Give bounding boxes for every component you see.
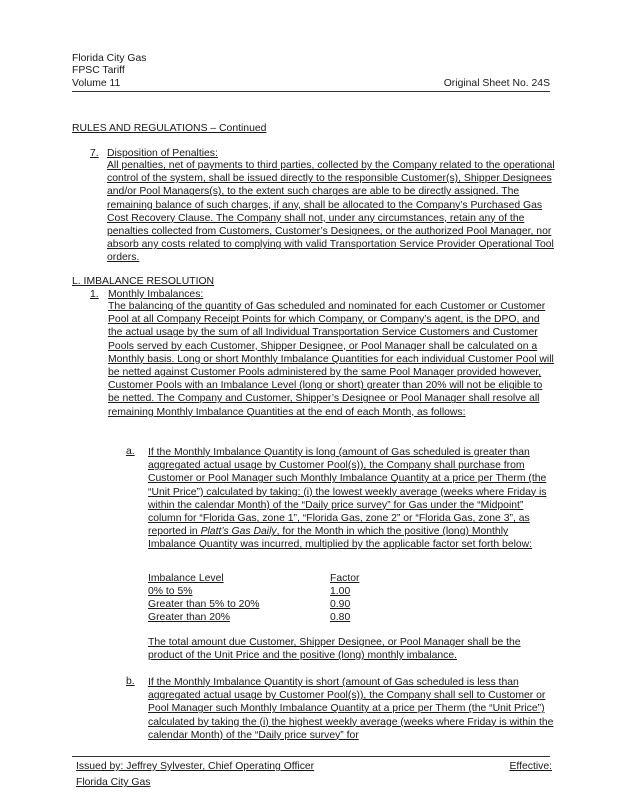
header-tariff: FPSC Tariff [72, 65, 125, 76]
table-row-level: 0% to 5% [148, 586, 193, 597]
section-title: RULES AND REGULATIONS – Continued [72, 123, 267, 134]
footer-rule [72, 756, 550, 757]
header-company: Florida City Gas [72, 53, 147, 64]
table-row-factor: 1.00 [330, 586, 351, 597]
item-1-body: The balancing of the quantity of Gas scheduled and nominated for each Customer or Customer Pool at all Company Receipt Points for which Company, or Company’s agent, is the DPO, and the actual usage by the sum of all Individual Transportation Service Customers and Customer Pools served by each Customer, Shipper Designee, or Pool Manager shall be calculated on a Monthly basis. Long or short Monthly Imbalance Quantities for each individual Customer Pool will be netted against Customer Pools administered by the same Pool Manager provided however, Customer Pools with an Imbalance Level (long or short) greater than 20% will not be eligible to be netted. The Company and Customer, Shipper’s Designee or Pool Manager shall resolve all remaining Monthly Imbalance Quantities at the end of each Month, as follows: [108, 301, 554, 418]
item-1-title: Monthly Imbalances: [108, 289, 204, 300]
footer-issued-by: Issued by: Jeffrey Sylvester, Chief Operating Officer [76, 761, 315, 772]
item-a-body-text-1: If the Monthly Imbalance Quantity is long (amount of Gas scheduled is greater than aggregated actual usage by Customer Pool(s)), the Company shall purchase from Customer or Pool Manager such Monthly Imbalance Quantity at a price per Therm (the “Unit Price”) calculated by taking: (i) the lowest weekly average (weeks where Friday is within the calendar Month) of the “Daily price survey” for Gas under the “Midpoint” column for “Florida Gas, zone 1”, “Florida Gas, zone 2” or “Florida Gas, zone 3”, as reported in [148, 447, 547, 538]
item-a-letter: a. [126, 446, 135, 457]
footer-company: Florida City Gas [76, 777, 151, 788]
item-b-letter: b. [126, 676, 135, 687]
item-a-body [148, 446, 556, 552]
header-sheet-number: Original Sheet No. 24S [443, 78, 550, 89]
item-a-body-text-2: , for the Month in which the positive (long) Monthly Imbalance Quantity was incurred, multiplied by the applicable factor set forth below: [148, 526, 533, 551]
footer-effective: Effective: [509, 761, 552, 772]
item-7-number: 7. [90, 148, 99, 159]
section-l-title: L. IMBALANCE RESOLUTION [72, 276, 215, 287]
item-7-title: Disposition of Penalties: [107, 148, 218, 159]
item-a-after-text: The total amount due Customer, Shipper Designee, or Pool Manager shall be the product of the Unit Price and the positive (long) monthly imbalance. [148, 637, 521, 662]
table-header-factor: Factor [330, 573, 360, 584]
table-row-level: Greater than 5% to 20% [148, 599, 260, 610]
header-rule [72, 91, 550, 92]
item-7-body: All penalties, net of payments to third parties, collected by the Company related to the operational control of the system, shall be issued directly to the responsible Customer(s), Shipper Designees and/or Pool Managers(s), to the extent such charges are able to be directly assigned. The remaining balance of such charges, if any, shall be allocated to the Company’s Purchased Gas Cost Recovery Clause. The Company shall not, under any circumstances, retain any of the penalties collected from Customers, Customer’s Designees, or the authorized Pool Manager, nor absorb any costs related to complying with valid Transportation Service Provider Operational Tool orders. [107, 160, 555, 264]
table-row-factor: 0.90 [330, 599, 351, 610]
item-b-body: If the Monthly Imbalance Quantity is short (amount of Gas scheduled is less than aggregated actual usage by Customer Pool(s)), the Company shall sell to Customer or Pool Manager such Monthly Imbalance Quantity at a price per Therm (the “Unit Price”) calculated by taking the (i) the highest weekly average (weeks where Friday is within the calendar Month) of the “Daily price survey” for [148, 677, 554, 741]
item-1-number: 1. [90, 289, 99, 300]
table-header-level: Imbalance Level [148, 573, 224, 584]
table-row-factor: 0.80 [330, 612, 351, 623]
item-a-body-source: Platt’s Gas Daily [200, 526, 277, 538]
header-volume: Volume 11 [72, 78, 121, 89]
table-row-level: Greater than 20% [148, 612, 231, 623]
